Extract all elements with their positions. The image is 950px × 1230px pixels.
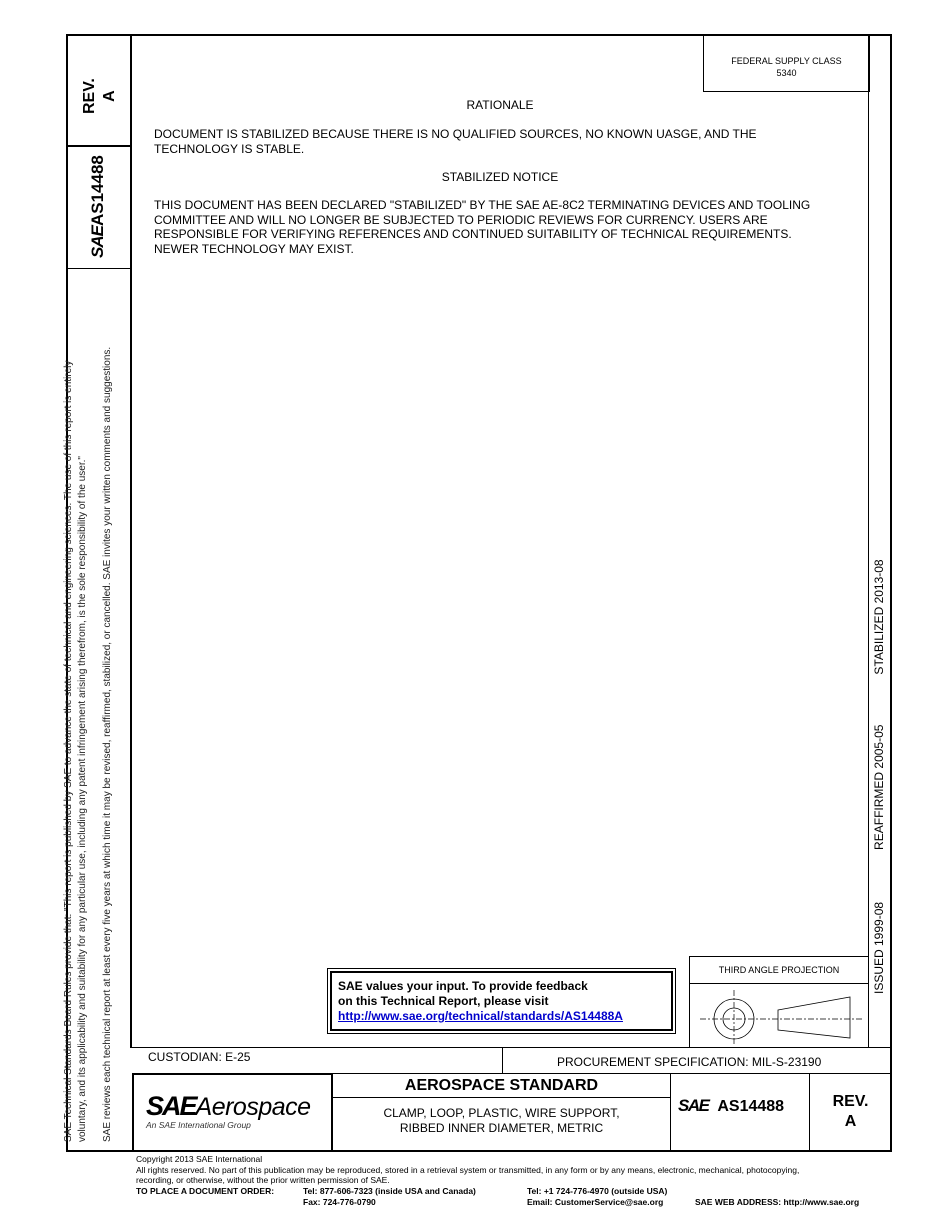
title-block-top-line bbox=[132, 1047, 892, 1048]
standard-heading: AEROSPACE STANDARD bbox=[404, 1077, 599, 1094]
doc-number-cell-left-line bbox=[670, 1073, 671, 1152]
custodian-divider bbox=[502, 1047, 503, 1073]
title-line-1: CLAMP, LOOP, PLASTIC, WIRE SUPPORT, bbox=[383, 1106, 620, 1120]
federal-supply-class-box bbox=[703, 34, 870, 92]
footer-tel-usa: Tel: 877-606-7323 (inside USA and Canada) bbox=[303, 1186, 476, 1196]
logo-tagline: An SAE International Group bbox=[146, 1120, 251, 1130]
stabilized-date: STABILIZED 2013-08 bbox=[872, 559, 886, 675]
footer-rights-2: recording, or otherwise, without the prior written permission of SAE. bbox=[136, 1175, 390, 1185]
left-header-divider-1 bbox=[66, 145, 132, 147]
rev-cell bbox=[809, 1092, 892, 1132]
doc-number: AS14488 bbox=[88, 155, 107, 227]
projection-label: THIRD ANGLE PROJECTION bbox=[690, 957, 868, 984]
projection-box bbox=[689, 956, 869, 1048]
left-header-column bbox=[130, 34, 132, 1048]
title-line-2: RIBBED INNER DIAMETER, METRIC bbox=[399, 1121, 604, 1135]
document-title bbox=[333, 1106, 670, 1136]
margin-line-2: voluntary, and its applicability and suitability for any particular use, including any patent infringement arising therefrom, is the sole responsibility of the user." bbox=[77, 456, 88, 1142]
sae-small-logo: SAE bbox=[678, 1096, 709, 1115]
reaffirmed-date: REAFFIRMED 2005-05 bbox=[872, 724, 886, 850]
logo-cell bbox=[132, 1073, 333, 1152]
fsc-value: 5340 bbox=[776, 68, 797, 78]
footer-tel-outside: Tel: +1 724-776-4970 (outside USA) bbox=[527, 1186, 668, 1196]
sae-logo-mark: SAE bbox=[88, 226, 107, 258]
doc-number-vertical bbox=[88, 155, 108, 258]
feedback-line-1: SAE values your input. To provide feedback bbox=[338, 979, 588, 993]
footer-email[interactable]: Email: CustomerService@sae.org bbox=[527, 1197, 664, 1207]
rationale-heading: RATIONALE bbox=[466, 98, 534, 112]
procurement-spec: PROCUREMENT SPECIFICATION: MIL-S-23190 bbox=[557, 1055, 822, 1069]
standard-heading-divider bbox=[333, 1097, 670, 1098]
sae-aerospace-logo bbox=[146, 1091, 311, 1130]
right-column-line bbox=[868, 34, 869, 1048]
rev-block bbox=[80, 78, 120, 114]
rev-value: A bbox=[101, 90, 118, 102]
custodian: CUSTODIAN: E-25 bbox=[148, 1050, 251, 1064]
left-header-divider-2 bbox=[66, 268, 132, 269]
fsc-label: FEDERAL SUPPLY CLASS bbox=[731, 56, 842, 66]
logo-aerospace: Aerospace bbox=[195, 1093, 311, 1121]
doc-number-title: AS14488 bbox=[717, 1098, 785, 1115]
rev-label: REV. bbox=[81, 78, 98, 114]
rev-cell-value: A bbox=[844, 1113, 857, 1130]
margin-line-1: SAE Technical Standards Board Rules provide that: "This report is published by SAE to advance the state of technical and engineering sciences. The use of this report is entirely bbox=[63, 360, 74, 1142]
margin-line-3: SAE reviews each technical report at least every five years at which time it may be revised, reaffirmed, stabilized, or cancelled. SAE invites your written comments and suggestions. bbox=[102, 346, 113, 1142]
rationale-text: DOCUMENT IS STABILIZED BECAUSE THERE IS NO QUALIFIED SOURCES, NO KNOWN UASGE, AND THE TECHNOLOGY IS STABLE. bbox=[154, 127, 757, 156]
footer-web[interactable]: SAE WEB ADDRESS: http://www.sae.org bbox=[695, 1197, 860, 1207]
feedback-box bbox=[327, 968, 676, 1034]
left-margin-notes bbox=[62, 347, 115, 1142]
footer-order-label: TO PLACE A DOCUMENT ORDER: bbox=[136, 1186, 275, 1196]
right-column-dates bbox=[871, 559, 887, 994]
stabilized-heading: STABILIZED NOTICE bbox=[441, 170, 559, 184]
footer-fax: Fax: 724-776-0790 bbox=[303, 1197, 376, 1207]
projection-symbol-icon bbox=[690, 984, 868, 1050]
feedback-link[interactable]: http://www.sae.org/technical/standards/AS14488A bbox=[338, 1009, 623, 1023]
doc-number-block bbox=[678, 1096, 784, 1116]
footer-copyright: Copyright 2013 SAE International bbox=[136, 1154, 263, 1164]
issued-date: ISSUED 1999-08 bbox=[872, 901, 886, 994]
stabilized-text: THIS DOCUMENT HAS BEEN DECLARED "STABILIZED" BY THE SAE AE-8C2 TERMINATING DEVICES AND TOOLING COMMITTEE AND WILL NO LONGER BE SUBJECTED TO PERIODIC REVIEWS FOR CURRENCY. USERS ARE RESPONSIBLE FOR VERIFYING REFERENCES AND CONTINUED SUITABILITY OF TECHNICAL REQUIREMENTS. NEWER TECHNOLOGY MAY EXIST. bbox=[154, 198, 811, 256]
feedback-line-2: on this Technical Report, please visit bbox=[338, 994, 549, 1008]
rev-cell-label: REV. bbox=[832, 1093, 869, 1110]
logo-sae: SAE bbox=[146, 1091, 196, 1121]
footer bbox=[136, 1154, 896, 1186]
footer-rights-1: All rights reserved. No part of this publication may be reproduced, stored in a retrieval system or transmitted, in any form or by any means, electronic, mechanical, photocopying, bbox=[136, 1164, 800, 1175]
